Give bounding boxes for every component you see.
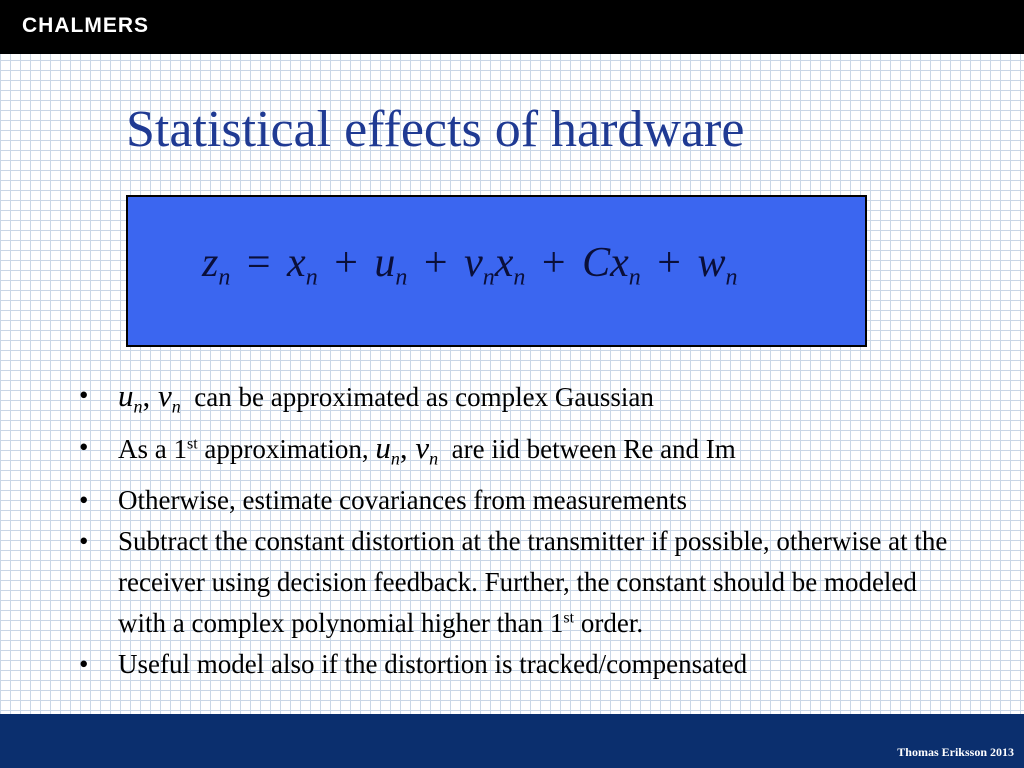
equation-box [126, 195, 867, 347]
bullet-icon: • [79, 432, 89, 463]
footer-author: Thomas Eriksson 2013 [897, 745, 1014, 759]
list-item [75, 375, 965, 427]
bullet-text: Subtract the constant distortion at the transmitter if possible, otherwise at the receiver using decision feedback. Further, the constant should be modeled with a complex polynomial higher than 1 [118, 525, 948, 638]
list-item: • As a 1st approximation, $u_n$, $v_n$ are iid between Re and Im [75, 427, 965, 479]
bullet-text: Useful model also if the distortion is tracked/compensated [118, 648, 748, 679]
bullet-icon: • [79, 648, 89, 679]
list-item [75, 480, 965, 521]
list-item: • Subtract the constant distortion at the transmitter if possible, otherwise at the receiver using decision feedback. Further, the constant should be modeled with a complex polynomial higher than 1st order. [75, 521, 965, 644]
slide-title: Statistical effects of hardware [126, 101, 745, 158]
list-item [75, 644, 965, 685]
bullet-text: are iid between Re and Im [451, 434, 736, 465]
top-bar [0, 0, 1024, 54]
bullet-icon: • [79, 380, 89, 410]
bullet-list [75, 375, 965, 685]
bottom-bar [0, 714, 1024, 768]
bullet-icon: • [79, 525, 89, 556]
bullet-text: Otherwise, estimate covariances from measurements [118, 484, 688, 515]
math-un-vn: $u_n$, $v_n$ [118, 378, 181, 417]
chalmers-logo: CHALMERS [22, 14, 149, 37]
bullet-text: can be approximated as complex Gaussian [194, 382, 654, 412]
bullet-icon: • [79, 484, 89, 515]
math-un-vn: $u_n$, $v_n$ [375, 430, 439, 469]
equation: $z_n = x_n + u_n + v_nx_n + Cx_n + w_n$ [202, 240, 738, 291]
